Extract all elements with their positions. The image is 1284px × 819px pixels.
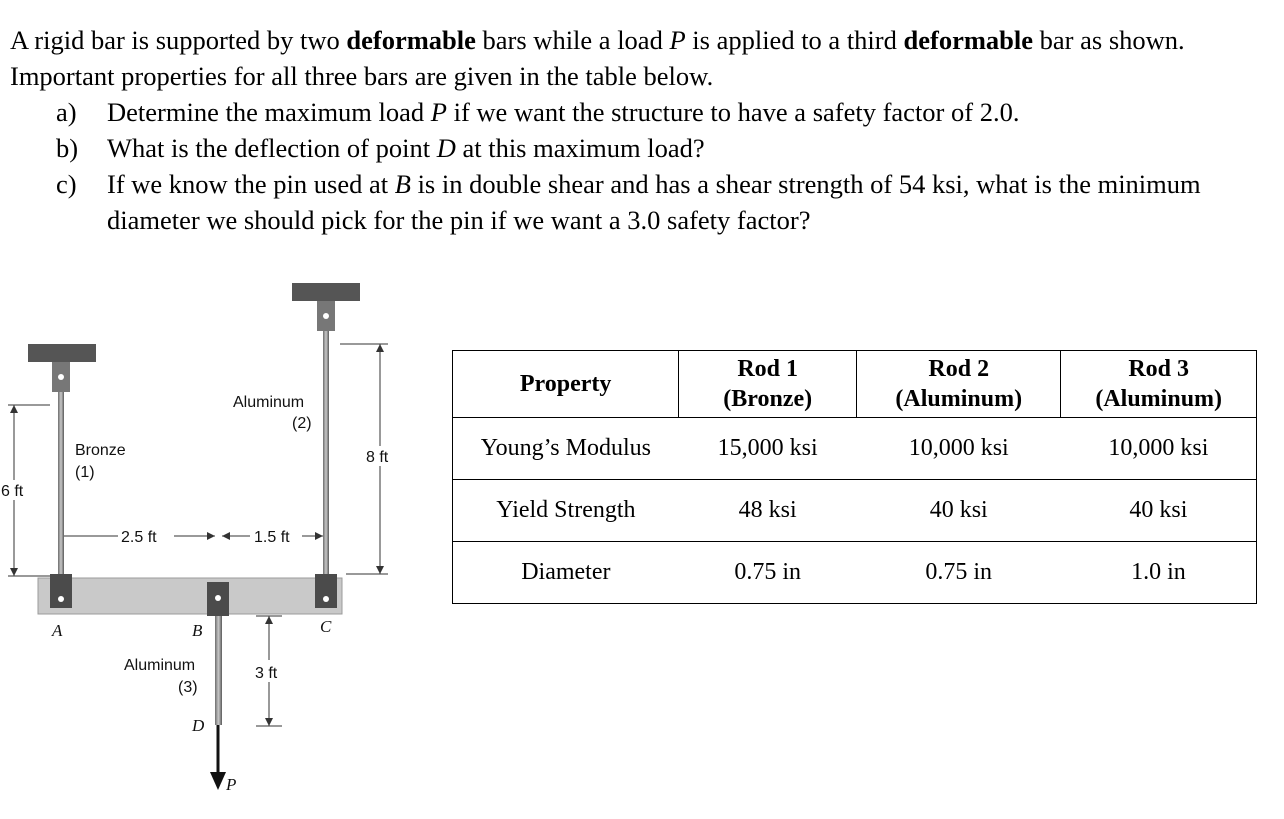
structure-diagram xyxy=(0,280,420,815)
variable: B xyxy=(394,169,411,199)
cell-rod-1: 48 ksi xyxy=(679,480,857,542)
support-left-plate xyxy=(28,344,96,362)
cell-rod-2: 40 ksi xyxy=(857,480,1061,542)
header-rod-1: Rod 1 (Bronze) xyxy=(679,351,857,418)
label-1-5ft: 1.5 ft xyxy=(254,529,290,546)
label-load-p: P xyxy=(226,775,237,794)
joint-c-block xyxy=(315,574,337,608)
cell-property-name: Yield Strength xyxy=(453,480,679,542)
text-run: bars while a load xyxy=(475,25,670,55)
cell-property-name: Diameter xyxy=(453,542,679,604)
label-3ft: 3 ft xyxy=(255,665,278,682)
label-point-d: D xyxy=(192,716,205,735)
text-run: Determine the maximum load xyxy=(107,97,431,127)
label-rod1-material: Bronze xyxy=(75,442,126,459)
problem-part-text xyxy=(107,166,1274,238)
pin-right-top xyxy=(323,313,329,319)
table-row xyxy=(453,480,1257,542)
structure-figure xyxy=(0,280,420,815)
bold-term: deformable xyxy=(346,25,476,55)
text-run: at this maximum load? xyxy=(455,133,705,163)
rod-3 xyxy=(215,605,222,725)
joint-a-block xyxy=(50,574,72,608)
pin-c xyxy=(323,596,329,602)
label-2-5ft: 2.5 ft xyxy=(121,529,157,546)
support-right-plate xyxy=(292,283,360,301)
cell-rod-2: 0.75 in xyxy=(857,542,1061,604)
cell-rod-2: 10,000 ksi xyxy=(908,435,1009,461)
text-run: is applied to a third xyxy=(685,25,904,55)
text-run: is in double shear and has a shear strength of 54 ksi, what is the minimum diameter we should pick for the pin if we want a 3.0 safety factor? xyxy=(107,169,1201,235)
cell-property-name: Young’s Modulus xyxy=(480,435,651,461)
dim-1-5ft-arrow-right xyxy=(315,532,323,540)
problem-part xyxy=(56,166,1274,238)
label-rod2-number: (2) xyxy=(292,415,312,432)
pin-left-top xyxy=(58,374,64,380)
dim-6ft-arrow-top xyxy=(10,405,18,413)
problem-part xyxy=(56,94,1274,130)
dim-8ft-arrow-bottom xyxy=(376,566,384,574)
problem-part-label: c) xyxy=(56,169,77,199)
rigid-bar xyxy=(38,578,342,614)
text-run: If we know the pin used at xyxy=(107,169,395,199)
load-arrowhead xyxy=(210,772,226,790)
label-point-b: B xyxy=(192,621,203,640)
cell-rod-3: 40 ksi xyxy=(1061,480,1257,542)
label-rod2-material: Aluminum xyxy=(233,394,305,411)
problem-part-label: a) xyxy=(56,97,77,127)
problem-intro xyxy=(10,22,1274,94)
properties-table xyxy=(452,350,1257,604)
cell-rod-1: 0.75 in xyxy=(679,542,857,604)
pin-b xyxy=(215,595,221,601)
label-rod1-number: (1) xyxy=(75,464,95,481)
dim-8ft-arrow-top xyxy=(376,344,384,352)
header-rod-2: Rod 2 (Aluminum) xyxy=(857,351,1061,418)
problem-statement xyxy=(10,22,1274,238)
variable: P xyxy=(430,97,447,127)
pin-a xyxy=(58,596,64,602)
dim-1-5ft-arrow-left xyxy=(222,532,230,540)
problem-part-text xyxy=(107,130,1274,166)
table-row xyxy=(453,418,1257,480)
label-rod3-material: Aluminum xyxy=(124,657,196,674)
cell-rod-3: 10,000 ksi xyxy=(1108,435,1209,461)
text-run: A rigid bar is supported by two xyxy=(10,25,347,55)
bold-term: deformable xyxy=(903,25,1034,55)
rod-1 xyxy=(58,392,64,577)
problem-part-text xyxy=(107,94,1274,130)
variable: D xyxy=(436,133,456,163)
header-rod-3: Rod 3 (Aluminum) xyxy=(1061,351,1257,418)
problem-parts-list xyxy=(10,94,1274,238)
dim-2-5ft-arrow-right xyxy=(207,532,215,540)
label-point-a: A xyxy=(52,621,63,640)
table-row xyxy=(453,542,1257,604)
cell-rod-1: 15,000 ksi xyxy=(717,435,818,461)
header-property: Property xyxy=(453,351,679,418)
dim-6ft-arrow-bottom xyxy=(10,568,18,576)
label-rod3-number: (3) xyxy=(178,679,198,696)
problem-part xyxy=(56,130,1274,166)
text-run: bar as shown. Important properties for all three bars are given in the table below. xyxy=(10,25,1185,91)
label-point-c: C xyxy=(320,617,332,636)
dim-3ft-arrow-top xyxy=(265,616,273,624)
variable: P xyxy=(669,25,686,55)
table-header-row xyxy=(453,351,1257,418)
label-6ft: 6 ft xyxy=(1,483,24,500)
label-8ft: 8 ft xyxy=(366,449,389,466)
problem-part-label: b) xyxy=(56,133,79,163)
cell-rod-3: 1.0 in xyxy=(1061,542,1257,604)
dim-3ft-arrow-bottom xyxy=(265,718,273,726)
rod-2 xyxy=(323,331,329,577)
text-run: What is the deflection of point xyxy=(107,133,437,163)
text-run: if we want the structure to have a safety factor of 2.0. xyxy=(446,97,1020,127)
